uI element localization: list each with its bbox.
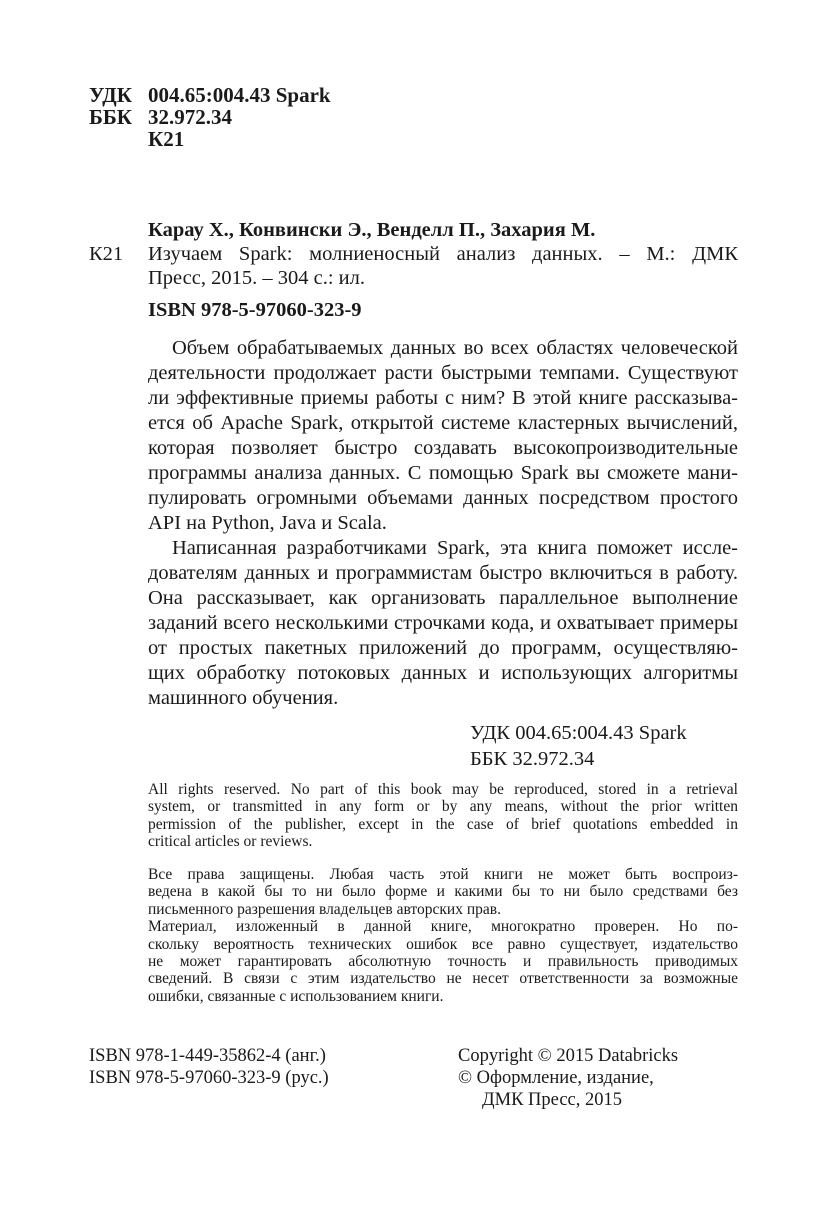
rights-line: permission of the publisher, except in the case of brief quotations embedded in: [148, 815, 738, 833]
abstract-line: машинного обучения.: [148, 687, 339, 709]
bib-line: Изучаем Spark: молниеносный анализ данных. – М.: ДМК: [148, 243, 738, 265]
rights-line: critical articles or reviews.: [148, 833, 313, 851]
rights-english: [148, 781, 738, 851]
isbn-russian: ISBN 978-5-97060-323-9 (рус.): [89, 1068, 329, 1088]
abstract-line: которая позволяет быстро создавать высокопроизводительные: [148, 437, 738, 459]
rights-line: скольку вероятность технических ошибок все равно существует, издательство: [148, 935, 738, 953]
bbk-label: ББК: [89, 105, 132, 129]
abstract-line: API на Python, Java и Scala.: [148, 512, 387, 534]
rights-line: Материал, изложенный в данной книге, многократно проверен. Но по-: [148, 918, 738, 936]
udk-label: УДК: [89, 83, 132, 107]
udk-value: 004.65:004.43 Spark: [148, 83, 331, 107]
bbk-value: 32.972.34: [148, 105, 232, 129]
author-code-row: [89, 128, 331, 150]
copyright-line: ДМК Пресс, 2015: [482, 1090, 622, 1110]
abstract-line: ли эффективные приемы работы с ним? В этой книге рассказыва-: [148, 387, 738, 409]
bibliographic-record: [148, 242, 738, 290]
rights-russian: [148, 866, 738, 1005]
copyright-notice: [458, 1045, 678, 1111]
abstract-line: заданий всего несколькими строчками кода, и охватывает примеры: [148, 612, 738, 634]
abstract-line: Написанная разработчиками Spark, эта книга поможет иссле-: [172, 537, 738, 559]
bib-line: Пресс, 2015. – 304 с.: ил.: [148, 267, 365, 289]
rights-line: ошибки, связанные с использованием книги.: [148, 987, 444, 1005]
abstract-line: деятельности продолжает расти быстрыми темпами. Существуют: [148, 362, 738, 384]
rights-line: system, or transmitted in any form or by any means, without the prior written: [148, 798, 738, 816]
abstract-line: щих обработку потоковых данных и использующих алгоритмы: [148, 662, 738, 684]
abstract-line: ется об Apache Spark, открытой системе кластерных вычислений,: [148, 412, 738, 434]
abstract-line: пулировать огромными объемами данных посредством простого: [148, 487, 738, 509]
rights-line: All rights reserved. No part of this book may be reproduced, stored in a retrieval: [148, 781, 738, 798]
abstract: [148, 336, 738, 711]
authors: Карау Х., Конвински Э., Венделл П., Захария М.: [148, 219, 596, 241]
udk-footer: УДК 004.65:004.43 Spark: [470, 722, 687, 744]
isbn-main: ISBN 978-5-97060-323-9: [148, 299, 362, 321]
rights-line: Все права защищены. Любая часть этой книги не может быть воспроиз-: [148, 866, 738, 883]
bib-code: К21: [89, 243, 124, 265]
isbn-list: [89, 1045, 329, 1089]
isbn-english: ISBN 978-1-449-35862-4 (анг.): [89, 1046, 326, 1066]
copyright-line: Copyright © 2015 Databricks: [458, 1046, 679, 1066]
bbk-row: [89, 106, 331, 128]
rights-line: письменного разрешения владельцев авторских прав.: [148, 900, 501, 918]
classification-footer: [470, 720, 687, 772]
abstract-line: Объем обрабатываемых данных во всех областях человеческой: [172, 337, 738, 359]
abstract-line: от простых пакетных приложений до программ, осуществляю-: [148, 637, 738, 659]
abstract-line: дователям данных и программистам быстро включиться в работу.: [148, 562, 738, 584]
rights-line: не может гарантировать абсолютную точность и правильность приводимых: [148, 953, 738, 971]
author-code: К21: [148, 127, 185, 151]
abstract-line: программы анализа данных. С помощью Spark вы сможете мани-: [148, 462, 738, 484]
rights-line: сведений. В связи с этим издательство не несет ответственности за возможные: [148, 970, 738, 988]
udk-row: [89, 84, 331, 106]
bbk-footer: ББК 32.972.34: [470, 748, 595, 770]
abstract-line: Она рассказывает, как организовать параллельное выполнение: [148, 587, 738, 609]
classification-block: [89, 84, 331, 150]
copyright-line: © Оформление, издание,: [458, 1068, 654, 1088]
rights-line: ведена в какой бы то ни было форме и какими бы то ни было средствами без: [148, 883, 738, 901]
